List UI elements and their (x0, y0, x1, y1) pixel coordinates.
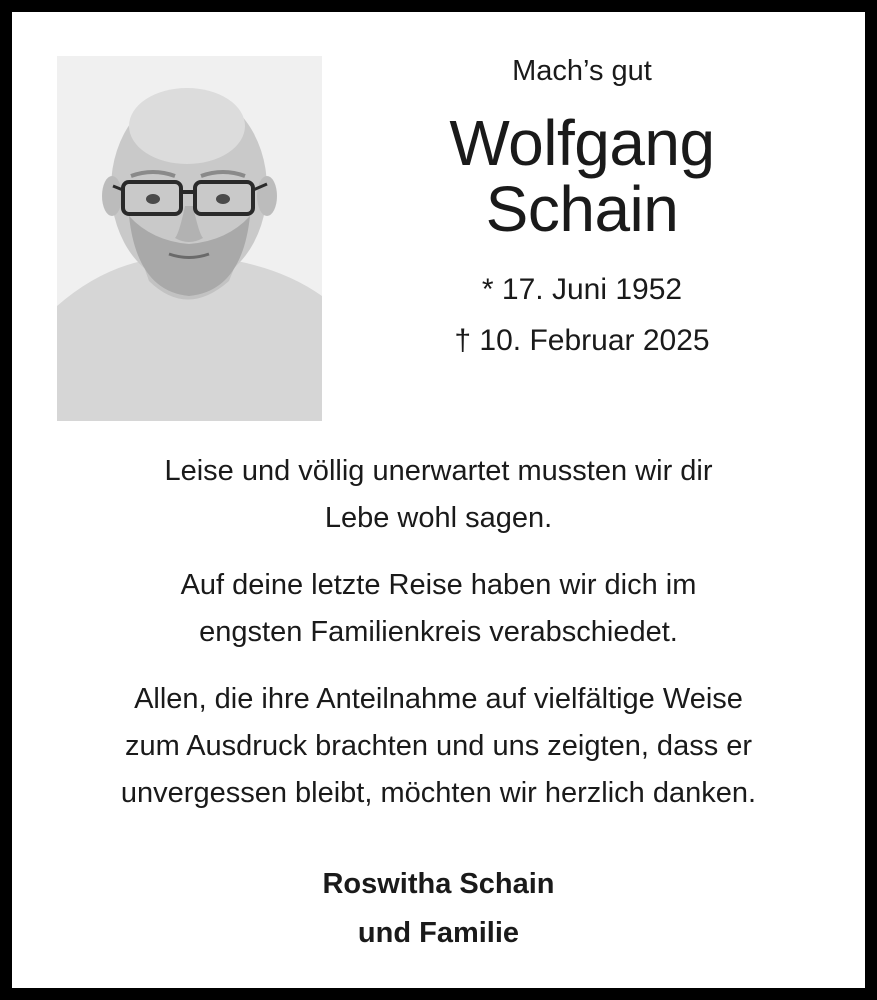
paragraph-thanks (32, 676, 845, 817)
text-line: unvergessen bleibt, möchten wir herzlich danken. (120, 777, 757, 809)
first-name: Wolfgang (449, 107, 715, 179)
text-line: Auf deine letzte Reise haben wir dich im (180, 569, 697, 601)
motto-text: Mach’s gut (512, 55, 652, 87)
birth-date: * 17. Juni 1952 (481, 273, 683, 306)
text-line: Leise und völlig unerwartet mussten wir dir (164, 455, 713, 487)
life-dates (392, 264, 772, 366)
text-line: zum Ausdruck brachten und uns zeigten, dass er (124, 730, 753, 762)
signature-family: und Familie (357, 917, 520, 949)
death-date: † 10. Februar 2025 (454, 324, 710, 357)
paragraph-notice (32, 448, 845, 542)
deceased-name (392, 107, 772, 245)
paragraph-farewell (32, 562, 845, 656)
portrait-photo (57, 56, 322, 421)
text-line: Lebe wohl sagen. (324, 502, 553, 534)
text-line: engsten Familienkreis verabschiedet. (199, 616, 678, 648)
obituary-card (12, 12, 865, 988)
text-line: Allen, die ihre Anteilnahme auf vielfältige Weise (134, 683, 743, 715)
signature-name: Roswitha Schain (322, 868, 555, 900)
obituary-text (32, 448, 845, 837)
signature (32, 860, 845, 958)
obituary-header (392, 52, 772, 366)
last-name: Schain (485, 173, 679, 245)
portrait-icon (57, 56, 322, 421)
